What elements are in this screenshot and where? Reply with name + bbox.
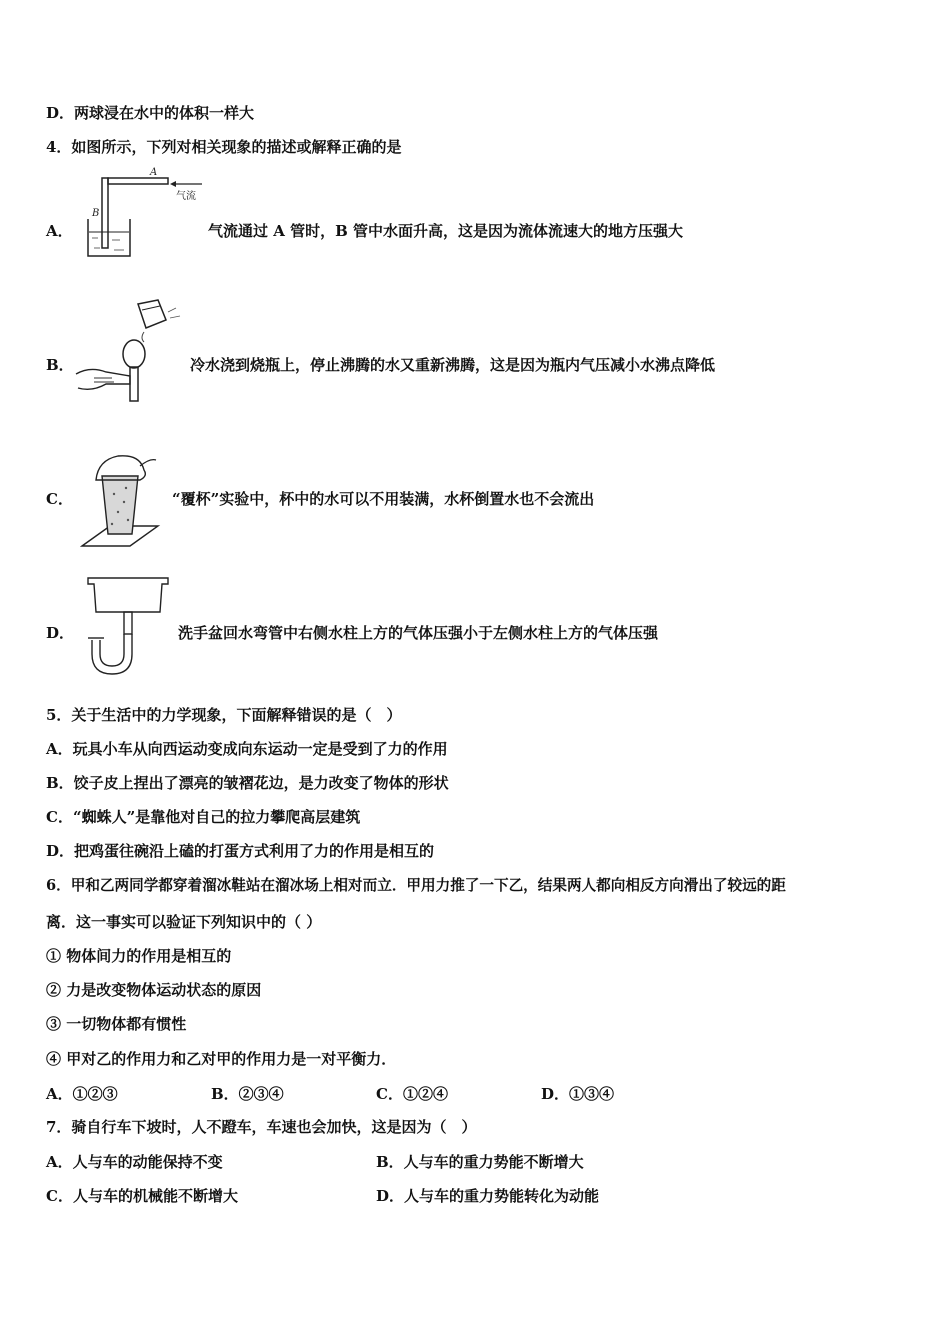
fig-label-a: A xyxy=(150,167,158,178)
q4-option-b-text: 冷水浇到烧瓶上，停止沸腾的水又重新沸腾，这是因为瓶内气压减小水沸点降低 xyxy=(190,356,716,374)
fig-label-b: B xyxy=(92,208,100,219)
q6-stem-line1: 6．甲和乙两同学都穿着溜冰鞋站在溜冰场上相对而立．甲用力推了一下乙，结果两人都向相反方向滑出了较远的距 xyxy=(46,877,786,894)
q6-stem-line2: 离．这一事实可以验证下列知识中的（ ） xyxy=(46,913,322,931)
flask-cold-water-figure xyxy=(72,298,187,408)
q6-option-b: B．②③④ xyxy=(211,1085,284,1103)
q5-option-a: A．玩具小车从向西运动变成向东运动一定是受到了力的作用 xyxy=(46,740,448,758)
q6-statement-3: ③ 一切物体都有惯性 xyxy=(46,1015,187,1033)
q4-option-c-text: “覆杯”实验中，杯中的水可以不用装满，水杯倒置水也不会流出 xyxy=(172,490,595,508)
q6-statement-4: ④ 甲对乙的作用力和乙对甲的作用力是一对平衡力． xyxy=(46,1050,397,1068)
q4-option-c-label: C． xyxy=(46,490,73,508)
q4-option-d-label: D． xyxy=(46,624,75,642)
q5-stem: 5．关于生活中的力学现象，下面解释错误的是（ ） xyxy=(46,706,402,724)
fig-label-flow: 气流 xyxy=(176,191,196,202)
q4-option-a-text: 气流通过 A 管时，B 管中水面升高，这是因为流体流速大的地方压强大 xyxy=(208,222,683,240)
q6-option-d: D．①③④ xyxy=(541,1085,615,1103)
q6-statement-1: ① 物体间力的作用是相互的 xyxy=(46,947,232,965)
q4-option-a-label: A． xyxy=(46,222,73,240)
q7-stem: 7．骑自行车下坡时，人不蹬车，车速也会加快，这是因为（ ） xyxy=(46,1118,477,1136)
inverted-cup-figure xyxy=(80,450,162,550)
q4-stem: 4．如图所示，下列对相关现象的描述或解释正确的是 xyxy=(46,138,402,156)
q3-option-d: D．两球浸在水中的体积一样大 xyxy=(46,104,255,122)
q6-option-a: A．①②③ xyxy=(46,1085,118,1103)
q5-option-d: D．把鸡蛋往碗沿上磕的打蛋方式利用了力的作用是相互的 xyxy=(46,842,435,860)
q7-option-b: B．人与车的重力势能不断增大 xyxy=(376,1153,584,1171)
sink-trap-figure xyxy=(84,574,174,676)
q4-option-d-text: 洗手盆回水弯管中右侧水柱上方的气体压强小于左侧水柱上方的气体压强 xyxy=(178,624,659,642)
q4-option-b-label: B． xyxy=(46,356,74,374)
venturi-tube-figure xyxy=(80,164,210,259)
q6-option-c: C．①②④ xyxy=(376,1085,448,1103)
q6-statement-2: ② 力是改变物体运动状态的原因 xyxy=(46,981,262,999)
q7-option-a: A．人与车的动能保持不变 xyxy=(46,1153,223,1171)
q5-option-b: B．饺子皮上捏出了漂亮的皱褶花边，是力改变了物体的形状 xyxy=(46,774,449,792)
q7-option-d: D．人与车的重力势能转化为动能 xyxy=(376,1187,600,1205)
q7-option-c: C．人与车的机械能不断增大 xyxy=(46,1187,238,1205)
q5-option-c: C．“蜘蛛人”是靠他对自己的拉力攀爬高层建筑 xyxy=(46,808,361,826)
